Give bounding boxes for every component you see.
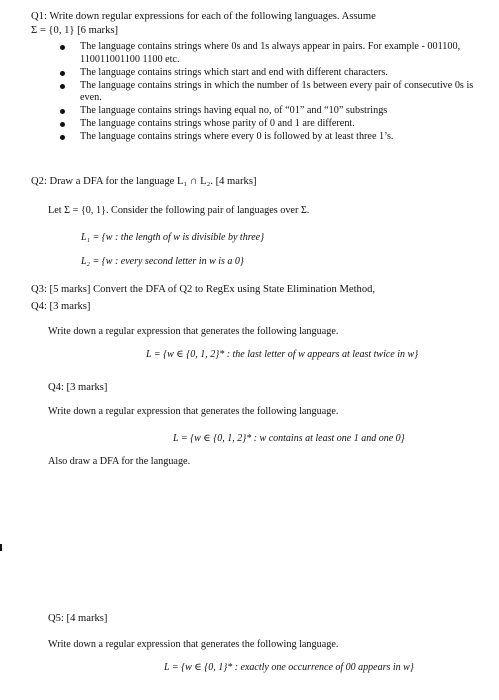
q5-heading: Q5: [4 marks] bbox=[48, 613, 108, 624]
q2-heading: Q2: Draw a DFA for the language L₁ ∩ L₂. [4 marks] bbox=[31, 176, 257, 187]
bullet-icon bbox=[60, 45, 65, 50]
bullet-icon bbox=[60, 84, 65, 89]
list-item bbox=[56, 67, 486, 80]
bullet-text: The language contains strings where 0s and 1s always appear in pairs. For example - 001100, 110011001100 1100 etc. bbox=[80, 41, 461, 65]
margin-mark bbox=[0, 544, 2, 551]
q1-line2: Σ = {0, 1} [6 marks] bbox=[31, 25, 119, 36]
list-item bbox=[56, 41, 486, 66]
bullet-icon bbox=[60, 71, 65, 76]
q4b-prompt: Write down a regular expression that generates the following language. bbox=[48, 406, 339, 417]
q4b-heading: Q4: [3 marks] bbox=[48, 382, 108, 393]
q3-heading: Q3: [5 marks] Convert the DFA of Q2 to RegEx using State Elimination Method, bbox=[31, 284, 376, 295]
list-item bbox=[56, 80, 486, 105]
list-item bbox=[56, 131, 486, 144]
list-item bbox=[56, 105, 486, 118]
bullet-text: The language contains strings which start and end with different characters. bbox=[80, 66, 388, 78]
bullet-text: The language contains strings whose parity of 0 and 1 are different. bbox=[80, 118, 355, 130]
bullet-text: The language contains strings in which the number of 1s between every pair of consecutive 0s is even. bbox=[80, 79, 474, 104]
bullet-text: The language contains strings having equal no, of “01” and “10” substrings bbox=[80, 105, 388, 117]
q4b-extra: Also draw a DFA for the language. bbox=[48, 456, 191, 467]
q4a-language: L = {w ∈ {0, 1, 2}* : the last letter of w appears at least twice in w} bbox=[146, 349, 419, 360]
q5-language: L = {w ∈ {0, 1}* : exactly one occurrence of 00 appears in w} bbox=[164, 662, 414, 673]
q2-language-l2: L₂ = {w : every second letter in w is a 0} bbox=[81, 256, 244, 267]
q1-bullet-list bbox=[56, 41, 486, 144]
bullet-text: The language contains strings where every 0 is followed by at least three 1’s. bbox=[80, 131, 394, 143]
list-item bbox=[56, 118, 486, 131]
q4a-heading: Q4: [3 marks] bbox=[31, 301, 91, 312]
q2-intro: Let Σ = {0, 1}. Consider the following pair of languages over Σ. bbox=[48, 205, 310, 216]
q2-language-l1: L₁ = {w : the length of w is divisible by three} bbox=[81, 232, 265, 243]
bullet-icon bbox=[60, 122, 65, 127]
q4b-language: L = {w ∈ {0, 1, 2}* : w contains at least one 1 and one 0} bbox=[173, 433, 405, 444]
bullet-icon bbox=[60, 109, 65, 114]
q4a-prompt: Write down a regular expression that generates the following language. bbox=[48, 326, 339, 337]
q5-prompt: Write down a regular expression that generates the following language. bbox=[48, 639, 339, 650]
bullet-icon bbox=[60, 135, 65, 140]
q1-line1: Q1: Write down regular expressions for each of the following languages. Assume bbox=[31, 11, 376, 22]
